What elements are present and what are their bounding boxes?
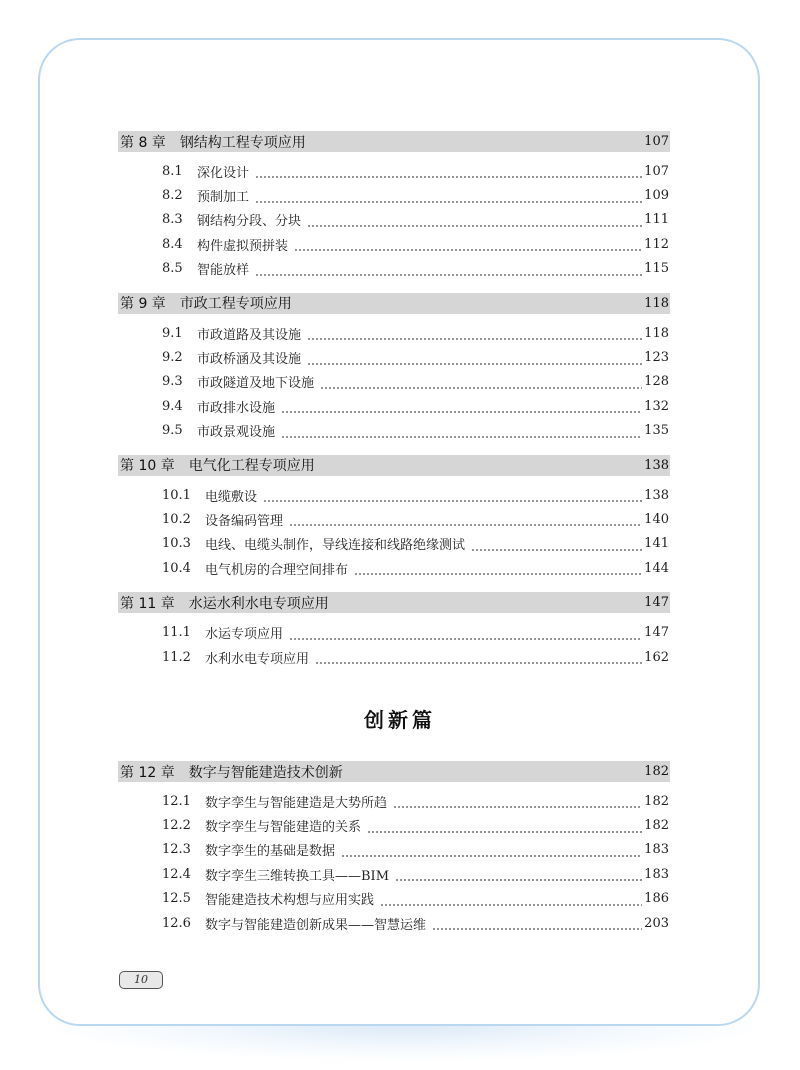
section-page: 182	[644, 793, 669, 809]
section-number: 12.6	[162, 915, 191, 931]
chapter-number: 第 8 章	[120, 134, 166, 151]
toc-entry[interactable]	[118, 370, 670, 394]
section-page: 107	[644, 163, 669, 179]
toc-entry[interactable]	[118, 419, 670, 443]
toc-entry[interactable]	[118, 394, 670, 418]
dot-leader	[281, 424, 642, 438]
section-title: 市政道路及其设施	[197, 327, 302, 343]
section-number: 11.1	[162, 625, 191, 641]
section-page: 128	[644, 374, 669, 390]
section-title: 数字孪生与智能建造是大势所趋	[205, 795, 388, 811]
section-number: 9.3	[162, 374, 183, 390]
dot-leader	[307, 326, 642, 340]
dot-leader	[255, 164, 642, 178]
section-page: 186	[644, 891, 669, 907]
section-page: 182	[644, 818, 669, 834]
dot-leader	[395, 867, 642, 881]
section-page: 203	[644, 915, 669, 931]
section-number: 9.2	[162, 350, 183, 366]
dot-leader	[281, 399, 642, 413]
chapter-page: 118	[644, 295, 669, 311]
toc-entry[interactable]	[118, 532, 670, 556]
section-page: 118	[644, 325, 669, 341]
section-page: 183	[644, 842, 669, 858]
section-title: 钢结构分段、分块	[197, 214, 302, 230]
section-number: 12.5	[162, 891, 191, 907]
chapter-heading[interactable]	[118, 293, 670, 314]
section-title: 预制加工	[197, 190, 250, 206]
section-page: 141	[644, 536, 669, 552]
chapter-page: 107	[644, 134, 669, 149]
chapter-title: 数字与智能建造技术创新	[188, 764, 343, 781]
section-title: 市政隧道及地下设施	[197, 376, 315, 392]
dot-leader	[432, 916, 642, 930]
section-number: 12.1	[162, 793, 191, 809]
toc-entry[interactable]	[118, 232, 670, 256]
chapter-heading[interactable]	[118, 761, 670, 782]
chapter-number: 第 12 章	[120, 764, 175, 781]
section-number: 12.4	[162, 866, 191, 882]
dot-leader	[294, 237, 642, 251]
table-of-contents	[118, 131, 670, 669]
dot-leader	[354, 561, 642, 575]
section-page: 135	[644, 423, 669, 439]
section-title: 数字与智能建造创新成果——智慧运维	[205, 917, 427, 933]
toc-entry[interactable]	[118, 620, 670, 644]
toc-entry[interactable]	[118, 159, 670, 183]
toc-entry[interactable]	[118, 208, 670, 232]
section-number: 8.5	[162, 261, 183, 277]
chapter-heading[interactable]	[118, 131, 670, 152]
section-number: 8.3	[162, 212, 183, 228]
chapter-number: 第 9 章	[120, 296, 166, 313]
section-page: 123	[644, 350, 669, 366]
dot-leader	[255, 262, 642, 276]
section-number: 9.1	[162, 325, 183, 341]
section-page: 138	[644, 487, 669, 503]
dot-leader	[289, 626, 642, 640]
section-title: 智能建造技术构想与应用实践	[205, 893, 375, 909]
page-number-badge: 10	[119, 971, 163, 989]
toc-entry[interactable]	[118, 257, 670, 281]
dot-leader	[255, 189, 642, 203]
section-number: 10.4	[162, 560, 191, 576]
toc-entry[interactable]	[118, 789, 670, 813]
toc-entry[interactable]	[118, 911, 670, 935]
section-page: 140	[644, 511, 669, 527]
section-page: 112	[644, 236, 669, 252]
section-number: 9.5	[162, 423, 183, 439]
part-title: 创新篇	[364, 708, 436, 732]
section-number: 9.4	[162, 398, 183, 414]
section-title: 电气机房的合理空间排布	[205, 562, 349, 578]
dot-leader	[341, 843, 642, 857]
dot-leader	[471, 537, 642, 551]
section-number: 8.1	[162, 163, 183, 179]
toc-entry[interactable]	[118, 556, 670, 580]
dot-leader	[320, 375, 642, 389]
section-page: 132	[644, 398, 669, 414]
section-title: 市政桥涵及其设施	[197, 352, 302, 368]
section-title: 水利水电专项应用	[205, 651, 310, 667]
chapter-number: 第 10 章	[120, 458, 175, 475]
table-of-contents-innovation	[118, 761, 670, 935]
section-page: 144	[644, 560, 669, 576]
section-number: 8.4	[162, 236, 183, 252]
chapter-title: 水运水利水电专项应用	[188, 595, 329, 612]
dot-leader	[393, 794, 642, 808]
section-title: 电线、电缆头制作，导线连接和线路绝缘测试	[205, 538, 466, 554]
chapter-page: 138	[644, 457, 669, 473]
toc-entry[interactable]	[118, 645, 670, 669]
section-list	[118, 314, 670, 443]
section-page: 183	[644, 866, 669, 882]
dot-leader	[307, 213, 642, 227]
section-title: 构件虚拟预拼装	[197, 238, 289, 254]
toc-entry[interactable]	[118, 862, 670, 886]
section-page: 111	[644, 212, 669, 228]
toc-entry[interactable]	[118, 887, 670, 911]
dot-leader	[380, 892, 642, 906]
section-list	[118, 782, 670, 935]
toc-entry[interactable]	[118, 838, 670, 862]
dot-leader	[263, 488, 642, 502]
section-page: 109	[644, 188, 669, 204]
chapter-title: 钢结构工程专项应用	[179, 134, 306, 151]
section-list	[118, 152, 670, 281]
section-title: 数字孪生的基础是数据	[205, 844, 336, 860]
toc-entry[interactable]	[118, 345, 670, 369]
section-title: 数字孪生三维转换工具——BIM	[205, 868, 389, 884]
section-number: 12.2	[162, 818, 191, 834]
dot-leader	[289, 512, 642, 526]
section-number: 10.3	[162, 536, 191, 552]
section-page: 162	[644, 649, 669, 665]
dot-leader	[367, 819, 642, 833]
section-page: 115	[644, 261, 669, 277]
toc-entry[interactable]	[118, 321, 670, 345]
section-number: 12.3	[162, 842, 191, 858]
chapter-page: 147	[644, 595, 669, 611]
section-title: 数字孪生与智能建造的关系	[205, 820, 362, 836]
section-page: 147	[644, 625, 669, 641]
section-number: 11.2	[162, 649, 191, 665]
toc-entry[interactable]	[118, 507, 670, 531]
chapter-heading[interactable]	[118, 455, 670, 476]
dot-leader	[315, 650, 642, 664]
section-number: 10.1	[162, 487, 191, 503]
section-list	[118, 476, 670, 581]
section-title: 设备编码管理	[205, 513, 284, 529]
chapter-heading[interactable]	[118, 592, 670, 613]
section-number: 10.2	[162, 511, 191, 527]
toc-entry[interactable]	[118, 813, 670, 837]
section-title: 深化设计	[197, 165, 250, 181]
section-title: 水运专项应用	[205, 627, 284, 643]
chapter-page: 182	[644, 764, 669, 779]
dot-leader	[307, 351, 642, 365]
section-title: 电缆敷设	[205, 489, 258, 505]
chapter-title: 电气化工程专项应用	[188, 458, 315, 475]
section-title: 智能放样	[197, 263, 250, 279]
chapter-title: 市政工程专项应用	[179, 296, 292, 313]
section-title: 市政景观设施	[197, 425, 276, 441]
toc-entry[interactable]	[118, 483, 670, 507]
chapter-number: 第 11 章	[120, 595, 175, 612]
section-number: 8.2	[162, 188, 183, 204]
section-title: 市政排水设施	[197, 400, 276, 416]
toc-entry[interactable]	[118, 183, 670, 207]
section-list	[118, 613, 670, 669]
